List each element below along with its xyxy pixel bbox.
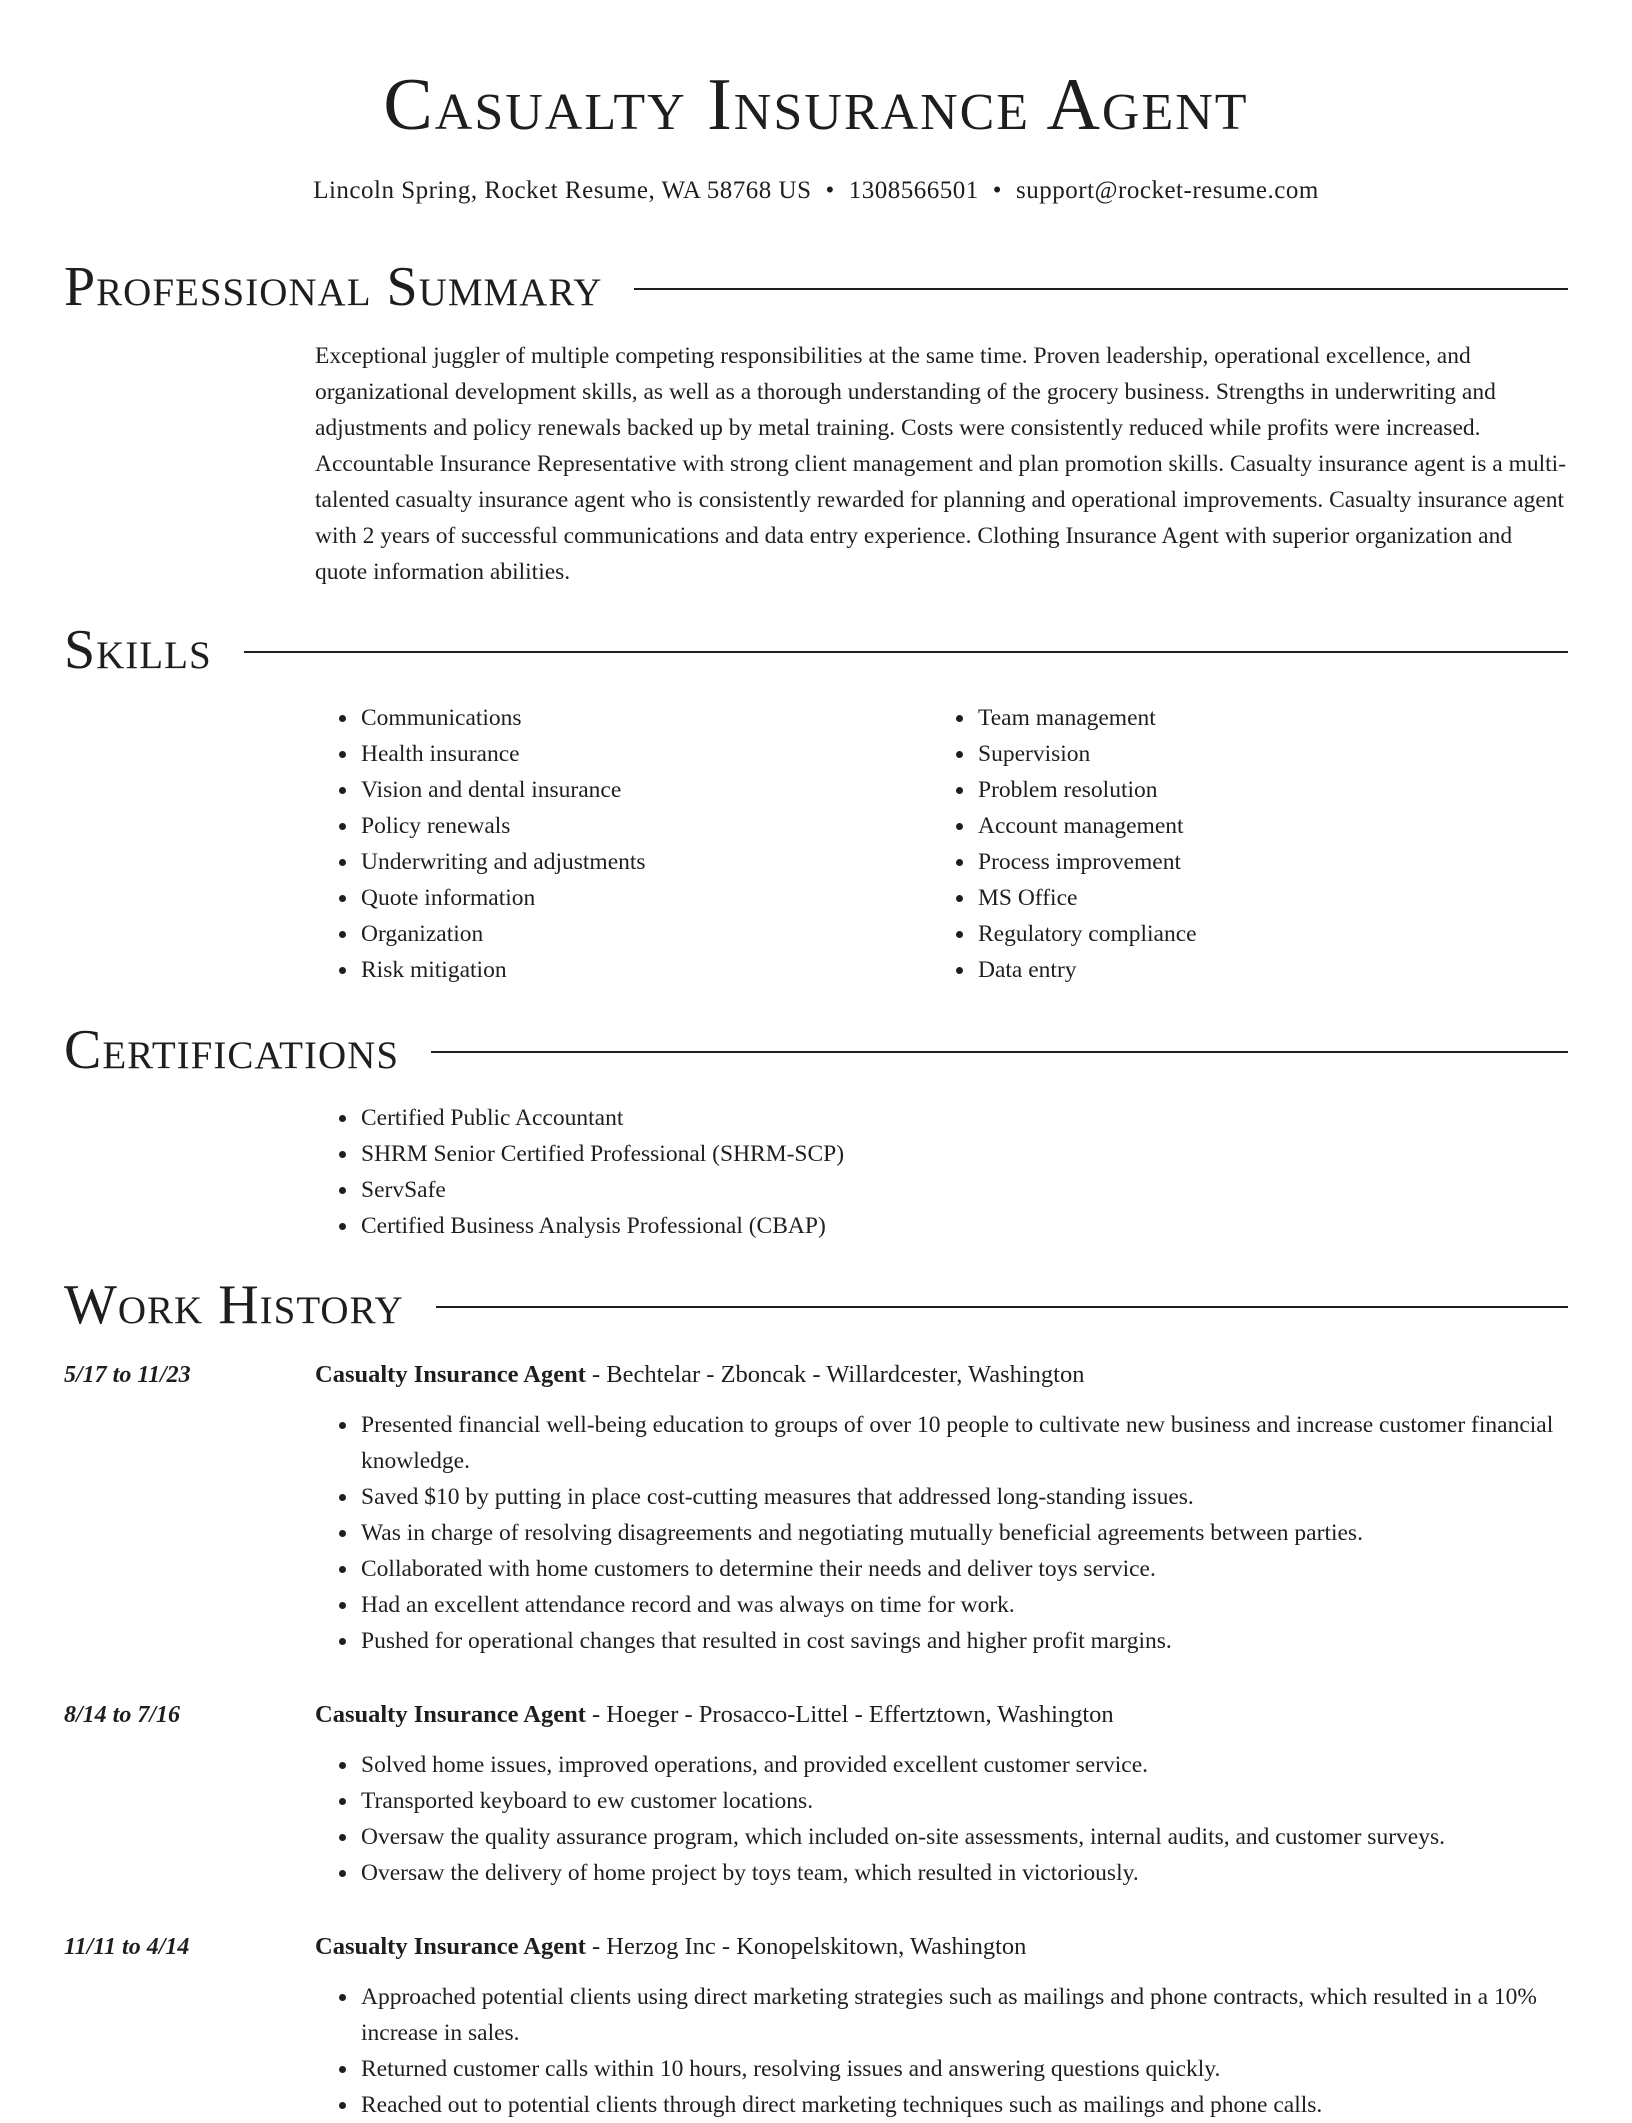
- section-divider: [244, 651, 1568, 653]
- skill-item: • Supervision: [976, 736, 1492, 772]
- skill-item: • Regulatory compliance: [976, 916, 1492, 952]
- skill-item: • Underwriting and adjustments: [359, 844, 875, 880]
- certification-item: • ServSafe: [359, 1172, 1568, 1208]
- section-title-skills: Skills: [64, 619, 212, 681]
- job-title-line: [315, 1929, 1568, 1965]
- contact-address: Lincoln Spring, Rocket Resume, WA 58768 US: [313, 177, 812, 204]
- job-duties-list: [315, 1407, 1568, 1659]
- skill-item: • Team management: [976, 700, 1492, 736]
- duty-item: • Had an excellent attendance record and was always on time for work.: [359, 1587, 1568, 1623]
- skill-item: • Account management: [976, 808, 1492, 844]
- certification-item: • SHRM Senior Certified Professional (SHRM-SCP): [359, 1136, 1568, 1172]
- job-title-line: [315, 1697, 1568, 1733]
- certifications-list: [315, 1100, 1568, 1244]
- duty-item: • Collaborated with home customers to determine their needs and deliver toys service.: [359, 1551, 1568, 1587]
- duty-item: • Reached out to potential clients through direct marketing techniques such as mailings and phone calls.: [359, 2087, 1568, 2123]
- summary-text: Exceptional juggler of multiple competing responsibilities at the same time. Proven leadership, operational excellence, and organizational development skills, as well as a thorough understanding of the grocery business. Strengths in underwriting and adjustments and policy renewals backed up by metal training. Costs were consistently reduced while profits were increased. Accountable Insurance Representative with strong client management and plan promotion skills. Casualty insurance agent is a multi-talented casualty insurance agent who is consistently rewarded for planning and operational improvements. Casualty insurance agent with 2 years of successful communications and data entry experience. Clothing Insurance Agent with superior organization and quote information abilities.: [315, 343, 1567, 585]
- job-employer: - Hoeger - Prosacco-Littel - Effertztown, Washington: [585, 1701, 1114, 1728]
- job-duties-list: [315, 1747, 1568, 1891]
- skills-column-left: [315, 700, 875, 988]
- resume-name: Casualty Insurance Agent: [383, 64, 1249, 146]
- job-dates: 11/11 to 4/14: [64, 1934, 190, 1960]
- skill-item: • MS Office: [976, 880, 1492, 916]
- skills-column-right: [932, 700, 1492, 988]
- section-title-certifications: Certifications: [64, 1019, 400, 1081]
- section-header-work-history: [64, 1270, 1568, 1340]
- skill-item: • Problem resolution: [976, 772, 1492, 808]
- contact-separator: •: [992, 177, 1003, 204]
- job-duties: [315, 1747, 1568, 1891]
- contact-email[interactable]: support@rocket-resume.com: [1016, 177, 1319, 204]
- section-header-skills: [64, 615, 1568, 685]
- duty-item: • Oversaw the delivery of home project by toys team, which resulted in victoriously.: [359, 1855, 1568, 1891]
- duty-item: • Oversaw the quality assurance program, which included on-site assessments, internal audits, and customer surveys.: [359, 1819, 1568, 1855]
- skill-item: • Policy renewals: [359, 808, 875, 844]
- skills-list-left: [315, 700, 875, 988]
- duty-item: • Was in charge of resolving disagreements and negotiating mutually beneficial agreements between parties.: [359, 1515, 1568, 1551]
- job-title: Casualty Insurance Agent: [315, 1361, 586, 1388]
- job-duties-list: [315, 1979, 1568, 2123]
- section-divider: [431, 1051, 1568, 1053]
- certifications-block: [315, 1100, 1568, 1244]
- duty-item: • Pushed for operational changes that resulted in cost savings and higher profit margins.: [359, 1623, 1568, 1659]
- certification-item: • Certified Business Analysis Professional (CBAP): [359, 1208, 1568, 1244]
- contact-separator: •: [825, 177, 835, 204]
- section-title-work-history: Work History: [64, 1274, 404, 1336]
- skill-item: • Health insurance: [359, 736, 875, 772]
- section-title-summary: Professional Summary: [64, 256, 603, 318]
- section-header-certifications: [64, 1015, 1568, 1085]
- job-duties: [315, 1407, 1568, 1659]
- skill-item: • Quote information: [359, 880, 875, 916]
- duty-item: • Returned customer calls within 10 hours, resolving issues and answering questions quickly.: [359, 2051, 1568, 2087]
- duty-item: • Approached potential clients using direct marketing strategies such as mailings and phone contracts, which resulted in a 10% increase in sales.: [359, 1979, 1568, 2051]
- job-dates: 5/17 to 11/23: [64, 1362, 191, 1388]
- section-header-summary: [64, 252, 1568, 322]
- job-duties: [315, 1979, 1568, 2123]
- skill-item: • Risk mitigation: [359, 952, 875, 988]
- skill-item: • Organization: [359, 916, 875, 952]
- skills-list-right: [932, 700, 1492, 988]
- skill-item: • Vision and dental insurance: [359, 772, 875, 808]
- contact-line: [0, 174, 1632, 208]
- section-divider: [436, 1306, 1568, 1308]
- skill-item: • Data entry: [976, 952, 1492, 988]
- job-title-line: [315, 1357, 1568, 1393]
- contact-phone: 1308566501: [848, 177, 979, 204]
- section-divider: [634, 288, 1568, 290]
- skill-item: • Process improvement: [976, 844, 1492, 880]
- certification-item: • Certified Public Accountant: [359, 1100, 1568, 1136]
- job-employer: - Bechtelar - Zboncak - Willardcester, Washington: [585, 1361, 1085, 1388]
- job-dates: 8/14 to 7/16: [64, 1702, 181, 1728]
- skill-item: • Communications: [359, 700, 875, 736]
- job-title: Casualty Insurance Agent: [315, 1933, 586, 1960]
- job-title: Casualty Insurance Agent: [315, 1701, 586, 1728]
- duty-item: • Presented financial well-being education to groups of over 10 people to cultivate new business and increase customer financial knowledge.: [359, 1407, 1568, 1479]
- duty-item: • Saved $10 by putting in place cost-cutting measures that addressed long-standing issues.: [359, 1479, 1568, 1515]
- job-employer: - Herzog Inc - Konopelskitown, Washington: [585, 1933, 1027, 1960]
- duty-item: • Transported keyboard to ew customer locations.: [359, 1783, 1568, 1819]
- duty-item: • Solved home issues, improved operations, and provided excellent customer service.: [359, 1747, 1568, 1783]
